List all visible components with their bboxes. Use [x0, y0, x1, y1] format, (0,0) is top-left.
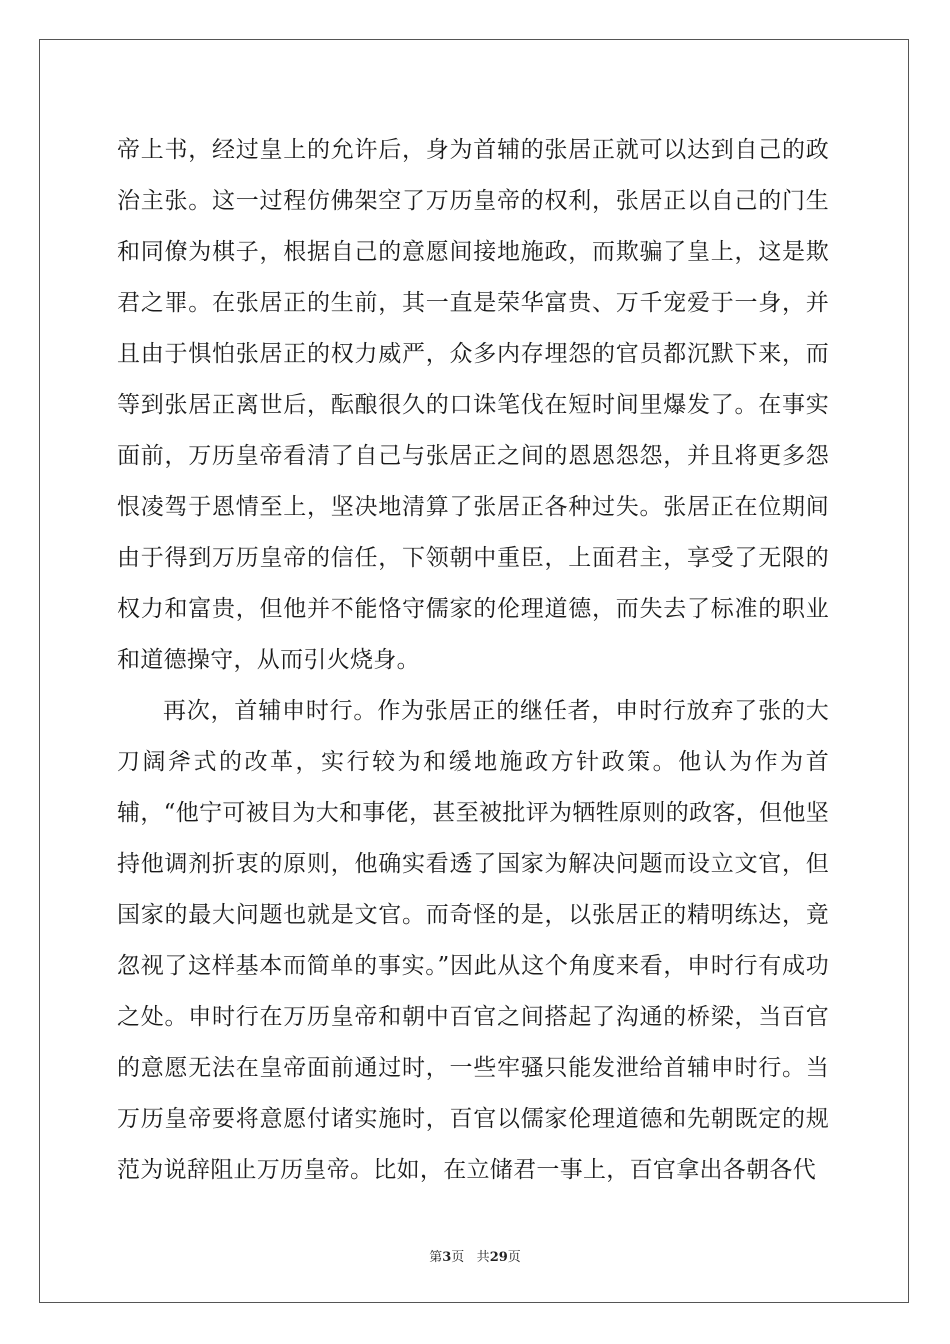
footer-prefix: 第 — [429, 1250, 443, 1265]
footer-total-suffix: 页 — [507, 1250, 521, 1265]
document-body — [117, 125, 829, 1196]
footer-page-suffix: 页 — [451, 1250, 465, 1265]
paragraph-2: 再次，首辅申时行。作为张居正的继任者，申时行放弃了张的大刀阔斧式的改革，实行较为和缓地施政方针政策。他认为作为首辅，“他宁可被目为大和事佬，甚至被批评为牺牲原则的政客，但他坚持他调剂折衷的原则，他确实看透了国家为解决问题而设立文官，但国家的最大问题也就是文官。而奇怪的是，以张居正的精明练达，竟忽视了这样基本而简单的事实。”因此从这个角度来看，申时行有成功之处。申时行在万历皇帝和朝中百官之间搭起了沟通的桥梁，当百官的意愿无法在皇帝面前通过时，一些牢骚只能发泄给首辅申时行。当万历皇帝要将意愿付诸实施时，百官以儒家伦理道德和先朝既定的规范为说辞阻止万历皇帝。比如，在立储君一事上，百官拿出各朝各代 — [117, 698, 829, 1183]
total-pages: 29 — [489, 1250, 508, 1265]
paragraph-1: 帝上书，经过皇上的允许后，身为首辅的张居正就可以达到自己的政治主张。这一过程仿佛架空了万历皇帝的权利，张居正以自己的门生和同僚为棋子，根据自己的意愿间接地施政，而欺骗了皇上，这是欺君之罪。在张居正的生前，其一直是荣华富贵、万千宠爱于一身，并且由于惧怕张居正的权力威严，众多内存埋怨的官员都沉默下来，而等到张居正离世后，酝酿很久的口诛笔伐在短时间里爆发了。在事实面前，万历皇帝看清了自己与张居正之间的恩恩怨怨，并且将更多怨恨凌驾于恩情至上，坚决地清算了张居正各种过失。张居正在位期间由于得到万历皇帝的信任，下领朝中重臣，上面君主，享受了无限的权力和富贵，但他并不能恪守儒家的伦理道德，而失去了标准的职业和道德操守，从而引火烧身。 — [117, 137, 829, 673]
page-footer — [0, 1246, 950, 1265]
footer-total-prefix: 共 — [476, 1250, 490, 1265]
page-number: 3 — [442, 1250, 452, 1265]
